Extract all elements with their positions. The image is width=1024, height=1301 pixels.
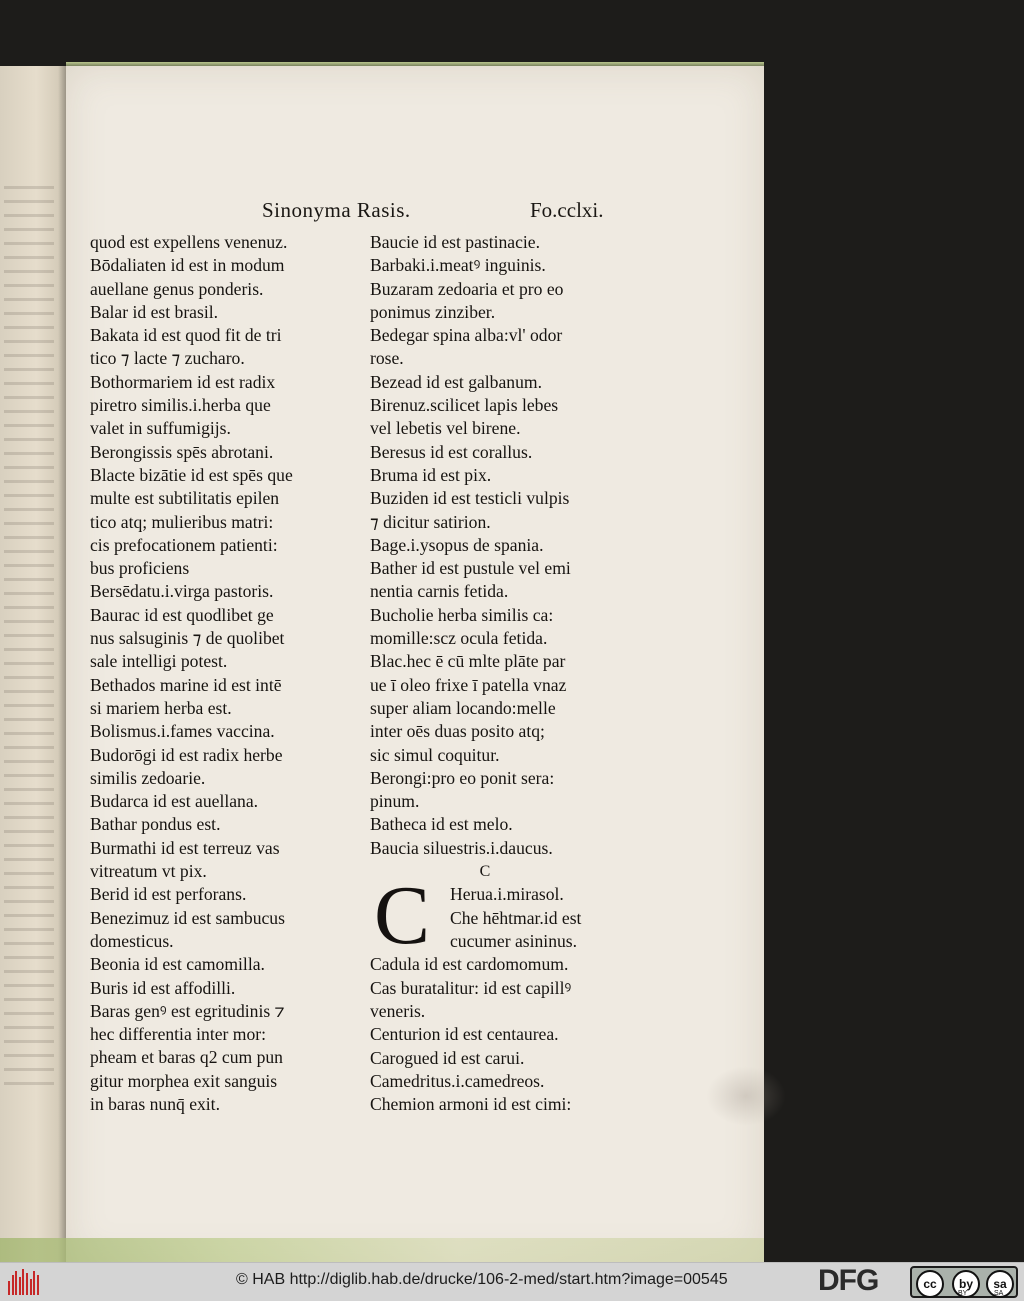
text-line: Bathar pondus est.: [90, 814, 221, 835]
facing-page-edge: [0, 66, 66, 1266]
copyright-link[interactable]: © HAB http://diglib.hab.de/drucke/106-2-med/start.htm?image=00545: [236, 1271, 728, 1288]
hab-logo-bar: [22, 1269, 24, 1295]
text-line: Balar id est brasil.: [90, 301, 219, 322]
hab-logo-bar: [12, 1275, 14, 1295]
facing-page-text-bleed: [4, 186, 54, 1086]
initial-block: [370, 869, 670, 963]
text-line: sale intelligi potest.: [90, 651, 228, 672]
text-line: Budorōgi id est radix herbe: [90, 744, 283, 765]
text-line: nus salsuginis ⁊ de quolibet: [90, 628, 285, 649]
hab-logo-bar: [8, 1281, 10, 1295]
text-line: Budarca id est auellana.: [90, 791, 259, 812]
text-line: multe est subtilitatis epilen: [90, 488, 280, 509]
page-edge-bottom: [0, 1238, 764, 1264]
text-line: Benezimuz id est sambucus: [90, 907, 285, 928]
hab-logo-bar: [30, 1279, 32, 1295]
text-line: Herua.i.mirasol.: [450, 884, 564, 905]
text-line: Camedritus.i.camedreos.: [370, 1070, 545, 1091]
running-head: Sinonyma Rasis.: [262, 198, 411, 222]
text-line: Buzaram zedoaria et pro eo: [370, 278, 564, 299]
text-line: Buziden id est testicli vulpis: [370, 488, 570, 509]
text-line: vitreatum vt pix.: [90, 861, 207, 882]
hab-logo-bar: [19, 1277, 21, 1295]
paper-stain: [706, 1066, 786, 1126]
text-line: Bōdaliaten id est in modum: [90, 255, 285, 276]
folio-number: Fo.cclxi.: [530, 198, 604, 222]
text-line: momille:scz ocula fetida.: [370, 628, 548, 649]
text-line: Bage.i.ysopus de spania.: [370, 534, 544, 555]
text-line: Berid id est perforans.: [90, 884, 247, 905]
page-gutter: [58, 66, 66, 1266]
text-line: similis zedoarie.: [90, 767, 206, 788]
text-line: Baurac id est quodlibet ge: [90, 604, 274, 625]
text-line: nentia carnis fetida.: [370, 581, 509, 602]
text-line: Bucholie herba similis ca:: [370, 604, 554, 625]
text-line: piretro similis.i.herba que: [90, 395, 271, 416]
text-line: sic simul coquitur.: [370, 744, 500, 765]
text-line: Blac.hec ē cū mlte plāte par: [370, 651, 566, 672]
hab-logo-bar: [26, 1273, 28, 1295]
text-line: cucumer asininus.: [450, 930, 578, 951]
right-text-column: [370, 231, 670, 1116]
text-line: Burmathi id est terreuz vas: [90, 837, 280, 858]
text-line: inter oēs duas posito atq;: [370, 721, 545, 742]
decorated-initial: C: [374, 869, 431, 963]
hab-logo-bar: [37, 1275, 39, 1295]
text-line: hec differentia inter mor:: [90, 1024, 267, 1045]
text-line: gitur morphea exit sanguis: [90, 1070, 278, 1091]
creative-commons-license-badge[interactable]: [910, 1266, 1018, 1298]
text-line: Batheca id est melo.: [370, 814, 513, 835]
text-line: Berongi:pro eo ponit sera:: [370, 767, 555, 788]
hab-logo-bar: [33, 1271, 35, 1295]
text-line: ⁊ dicitur satirion.: [370, 511, 491, 532]
book-page: [66, 66, 764, 1262]
text-line: Chemion armoni id est cimi:: [370, 1094, 572, 1115]
share-alike-icon: sa: [986, 1270, 1014, 1298]
text-line: Bedegar spina alba:vl' odor: [370, 325, 563, 346]
text-line: Barbaki.i.meatꝰ inguinis.: [370, 255, 546, 276]
text-line: ue ī oleo frixe ī patella vnaz: [370, 674, 567, 695]
text-line: rose.: [370, 348, 404, 369]
text-line: tico atq; mulieribus matri:: [90, 511, 274, 532]
text-line: Bather id est pustule vel emi: [370, 558, 571, 579]
text-line: veneris.: [370, 1000, 426, 1021]
text-line: Cas buratalitur: id est capillꝰ: [370, 977, 572, 998]
cc-by-label: BY: [958, 1290, 968, 1297]
text-line: Beresus id est corallus.: [370, 441, 533, 462]
text-line: auellane genus ponderis.: [90, 278, 264, 299]
text-line: quod est expellens venenuz.: [90, 232, 288, 252]
cc-sa-label: SA: [994, 1290, 1004, 1297]
text-line: Carogued id est carui.: [370, 1047, 525, 1068]
by-attribution-icon: by: [952, 1270, 980, 1298]
text-line: Cadula id est cardomomum.: [370, 954, 569, 975]
text-line: Bakata id est quod fit de tri: [90, 325, 282, 346]
text-line: Centurion id est centaurea.: [370, 1024, 559, 1045]
text-line: Baucia siluestris.i.daucus.: [370, 837, 553, 858]
text-line: si mariem herba est.: [90, 697, 232, 718]
text-line: Birenuz.scilicet lapis lebes: [370, 395, 559, 416]
text-line: valet in suffumigijs.: [90, 418, 231, 439]
text-line: Bruma id est pix.: [370, 464, 492, 485]
text-line: Bethados marine id est intē: [90, 674, 282, 695]
text-line: super aliam locando:melle: [370, 697, 556, 718]
cc-icon: cc: [916, 1270, 944, 1298]
text-line: Beonia id est camomilla.: [90, 954, 265, 975]
text-line: Baucie id est pastinacie.: [370, 232, 541, 252]
text-line: Blacte bizātie id est spēs que: [90, 464, 293, 485]
text-line: Bolismus.i.fames vaccina.: [90, 721, 275, 742]
text-line: vel lebetis vel birene.: [370, 418, 521, 439]
text-line: cis prefocationem patienti:: [90, 534, 278, 555]
text-line: Bothormariem id est radix: [90, 371, 276, 392]
text-line: Bezead id est galbanum.: [370, 371, 542, 392]
text-line: Bersēdatu.i.virga pastoris.: [90, 581, 274, 602]
dfg-logo[interactable]: DFG: [818, 1264, 879, 1297]
hab-logo-bar: [15, 1271, 17, 1295]
text-line: in baras nunq̄ exit.: [90, 1093, 220, 1114]
text-line: pheam et baras q2 cum pun: [90, 1047, 283, 1068]
left-text-column: [90, 231, 380, 1116]
section-letter: C: [479, 863, 491, 881]
text-line: pinum.: [370, 791, 420, 812]
hab-logo-icon[interactable]: [8, 1269, 42, 1295]
text-line: tico ⁊ lacte ⁊ zucharo.: [90, 348, 245, 369]
text-line: Che hēhtmar.id est: [450, 907, 582, 928]
text-line: ponimus zinziber.: [370, 301, 496, 322]
text-line: domesticus.: [90, 930, 174, 951]
text-line: bus proficiens: [90, 558, 190, 579]
text-line: Baras genꝰ est egritudinis ⁊: [90, 1000, 285, 1021]
text-line: Berongissis spēs abrotani.: [90, 441, 274, 462]
text-line: Buris id est affodilli.: [90, 977, 236, 998]
